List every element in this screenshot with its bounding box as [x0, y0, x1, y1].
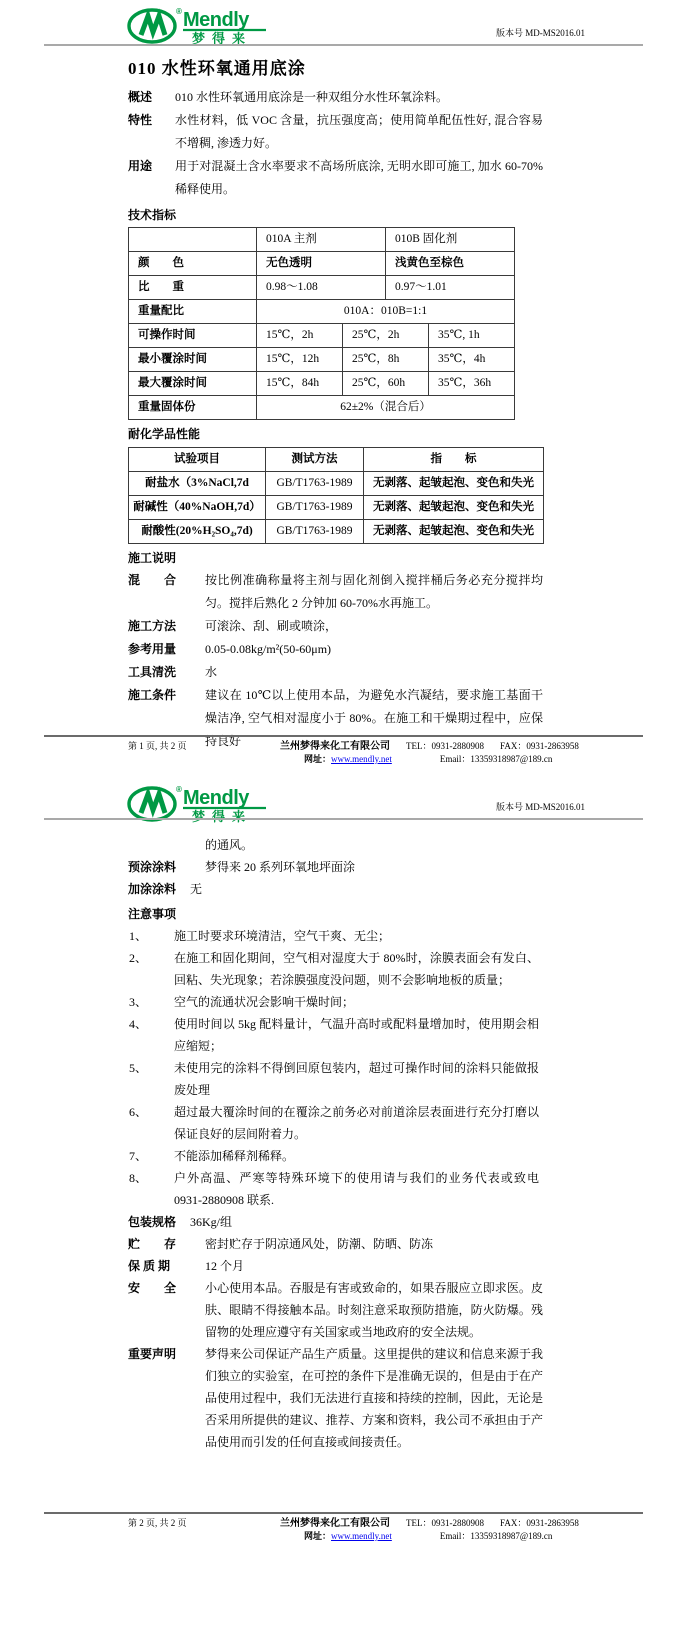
precoat-text: 梦得来 20 系列环氧地坪面涂 [205, 860, 356, 874]
topcoat-text: 无 [190, 882, 203, 896]
tel-number: TEL：0931-2880908 [406, 741, 484, 751]
storage-text: 密封贮存于阴凉通风处，防潮、防晒、防冻 [205, 1237, 434, 1251]
table-row [129, 348, 515, 372]
packing-label: 包装规格 [128, 1215, 177, 1229]
website-link[interactable]: www.mendly.net [331, 1531, 392, 1541]
shelf-life-row [128, 1255, 543, 1277]
table-row [129, 300, 515, 324]
storage-label: 贮 存 [128, 1237, 177, 1251]
chem-header-index: 指 标 [364, 448, 544, 472]
table-row [129, 276, 515, 300]
product-title: 010 水性环氧通用底涂 [128, 59, 306, 78]
fax-number: FAX：0931-2863958 [500, 1518, 579, 1528]
note-text: 不能添加稀释剂稀释。 [174, 1149, 295, 1163]
pot-life-25: 25℃，2h [343, 324, 429, 348]
mixing-text: 按比例准确称量将主剂与固化剂倒入搅拌桶后务必充分搅拌均匀。搅拌后熟化 2 分钟加 60-70%水再施工。 [205, 573, 543, 610]
website-label: 网址： [304, 1531, 332, 1541]
logo-cn-text: 梦得来 [192, 31, 253, 46]
topcoat-row [128, 878, 543, 900]
tel-number: TEL：0931-2880908 [406, 1518, 484, 1528]
shelf-life-label: 保 质 期 [128, 1259, 171, 1273]
features-text: 水性材料，低 VOC 含量，抗压强度高；使用简单配伍性好, 混合容易不增稠, 渗透力好。 [175, 113, 543, 150]
pot-life-15: 15℃，2h [257, 324, 343, 348]
conditions-label: 施工条件 [128, 688, 177, 702]
version-label: 版本号 MD-MS2016.01 [495, 28, 585, 38]
chem-index: 无剥落、起皱起泡、变色和失光 [364, 520, 544, 544]
table-row [129, 472, 544, 496]
note-number: 4、 [129, 1017, 148, 1031]
company-name: 兰州梦得来化工有限公司 [280, 741, 390, 752]
dosage-text: 0.05-0.08kg/m²(50-60μm) [205, 642, 332, 656]
note-item [128, 991, 543, 1013]
statement-row [128, 1343, 543, 1453]
page-2 [0, 762, 687, 1638]
solids-value: 62±2%（混合后） [257, 396, 515, 420]
chem-method: GB/T1763-1989 [266, 520, 364, 544]
tool-clean-row [128, 661, 543, 684]
overview-text: 010 水性环氧通用底涂是一种双组分水性环氧涂料。 [175, 90, 449, 104]
note-number: 6、 [129, 1105, 148, 1119]
conditions-text: 建议在 10℃以上使用本品，为避免水汽凝结，要求施工基面干燥洁净, 空气相对湿度小于 80%。在施工和干燥期过程中，应保持良好 [205, 688, 543, 748]
page-1 [0, 0, 687, 762]
tool-clean-label: 工具清洗 [128, 665, 177, 679]
min-recoat-15: 15℃，12h [257, 348, 343, 372]
tech-specs-title: 技术指标 [128, 208, 177, 222]
table-row [129, 228, 515, 252]
topcoat-label: 加涂涂料 [128, 882, 177, 896]
method-row [128, 615, 543, 638]
mendly-logo [126, 782, 286, 829]
gravity-label: 比 重 [129, 276, 257, 300]
page2-header [0, 762, 687, 824]
table-row [129, 520, 544, 544]
note-item [128, 1057, 543, 1101]
usage-text: 用于对混凝土含水率要求不高场所底涂, 无明水即可施工, 加水 60-70%稀释使用。 [175, 159, 543, 196]
note-number: 1、 [129, 929, 148, 943]
logo-wordmark: Mendly [183, 9, 249, 31]
color-a: 无色透明 [257, 252, 386, 276]
shelf-life-text: 12 个月 [205, 1259, 245, 1273]
email-address: Email：13359318987@189.cn [439, 754, 553, 764]
tech-specs-table [128, 227, 515, 420]
page1-header [0, 0, 687, 46]
pot-life-label: 可操作时间 [129, 324, 257, 348]
note-item [128, 925, 543, 947]
storage-row [128, 1233, 543, 1255]
statement-text: 梦得来公司保证产品生产质量。这里提供的建议和信息来源于我们独立的实验室，在可控的条件下是准确无误的，但是由于在产品使用过程中，我们无法进行直接和持续的控制，因此，无论是否采用所提供的建议、推荐、方案和资料，我公司不承担由于产品使用而引发的任何直接或间接责任。 [205, 1347, 543, 1449]
max-recoat-35: 35℃，36h [429, 372, 515, 396]
features-label: 特性 [128, 113, 153, 127]
note-item [128, 1167, 543, 1211]
note-number: 5、 [129, 1061, 148, 1075]
page-number: 第 1 页, 共 2 页 [128, 741, 187, 751]
mendly-logo-icon [126, 4, 286, 46]
features-row [128, 109, 543, 155]
logo-cn-text: 梦得来 [192, 809, 253, 824]
safety-text: 小心使用本品。吞服是有害或致命的，如果吞服应立即求医。皮肤、眼睛不得接触本品。时刻注意采取预防措施，防火防爆。残留物的处理应遵守有关国家或当地政府的安全法规。 [205, 1281, 543, 1339]
method-label: 施工方法 [128, 619, 177, 633]
registered-mark-icon: ® [176, 7, 182, 16]
mixing-row [128, 569, 543, 615]
pot-life-35: 35℃, 1h [429, 324, 515, 348]
chem-item: 耐酸性(20%H₂SO₄,7d) [129, 520, 266, 544]
header-rule [44, 818, 643, 820]
registered-mark-icon: ® [176, 785, 182, 794]
website-link[interactable]: www.mendly.net [331, 754, 392, 764]
note-number: 2、 [129, 951, 148, 965]
continuation-text: 的通风。 [205, 838, 254, 852]
note-item [128, 1101, 543, 1145]
table-row [129, 448, 544, 472]
header-rule [44, 44, 643, 46]
precoat-label: 预涂涂料 [128, 860, 177, 874]
component-a-header: 010A 主剂 [257, 228, 386, 252]
precoat-row [128, 856, 543, 878]
construction-title: 施工说明 [128, 551, 177, 565]
note-text: 户外高温、严寒等特殊环境下的使用请与我们的业务代表或致电 0931-2880908 联系. [174, 1171, 539, 1207]
ratio-value: 010A：010B=1:1 [257, 300, 515, 324]
packing-text: 36Kg/组 [190, 1215, 233, 1229]
company-name: 兰州梦得来化工有限公司 [280, 1518, 390, 1529]
method-text: 可滚涂、刮、刷或喷涂， [205, 619, 338, 633]
statement-label: 重要声明 [128, 1347, 177, 1361]
fax-number: FAX：0931-2863958 [500, 741, 579, 751]
mixing-label: 混 合 [128, 573, 177, 587]
packing-row [128, 1211, 543, 1233]
note-text: 施工时要求环境清洁，空气干爽、无尘； [174, 929, 391, 943]
note-number: 3、 [129, 995, 148, 1009]
gravity-b: 0.97～1.01 [386, 276, 515, 300]
usage-label: 用途 [128, 159, 153, 173]
table-row [129, 252, 515, 276]
chem-item: 耐盐水（3%NaCl,7d [129, 472, 266, 496]
note-item [128, 1013, 543, 1057]
min-recoat-35: 35℃，4h [429, 348, 515, 372]
continuation-row [128, 834, 543, 856]
max-recoat-25: 25℃，60h [343, 372, 429, 396]
max-recoat-label: 最大覆涂时间 [129, 372, 257, 396]
overview-row [128, 86, 543, 109]
chem-header-item: 试验项目 [129, 448, 266, 472]
page1-content [128, 57, 543, 753]
safety-label: 安 全 [128, 1281, 177, 1295]
note-text: 使用时间以 5kg 配料量计，气温升高时或配料量增加时，使用期会相应缩短； [174, 1017, 539, 1053]
ratio-label: 重量配比 [129, 300, 257, 324]
chem-resistance-table [128, 447, 544, 544]
website-item [304, 1530, 392, 1543]
overview-label: 概述 [128, 90, 153, 104]
table-row [129, 324, 515, 348]
note-text: 超过最大覆涂时间的在覆涂之前务必对前道涂层表面进行充分打磨以保证良好的层间附着力。 [174, 1105, 539, 1141]
max-recoat-15: 15℃，84h [257, 372, 343, 396]
note-text: 在施工和固化期间，空气相对湿度大于 80%时，涂膜表面会有发白、回粘、失光现象；若涂膜强度没问题，则不会影响地板的质量； [174, 951, 539, 987]
page-number: 第 2 页, 共 2 页 [128, 1518, 187, 1528]
solids-label: 重量固体份 [129, 396, 257, 420]
usage-row [128, 155, 543, 201]
chem-index: 无剥落、起皱起泡、变色和失光 [364, 496, 544, 520]
note-text: 空气的流通状况会影响干燥时间； [174, 995, 355, 1009]
page2-content [128, 834, 543, 1453]
website-label: 网址： [304, 754, 332, 764]
tool-clean-text: 水 [205, 665, 218, 679]
page2-footer [44, 1512, 643, 1543]
note-item [128, 1145, 543, 1167]
table-row [129, 372, 515, 396]
dosage-label: 参考用量 [128, 642, 177, 656]
chem-resistance-title: 耐化学品性能 [128, 427, 201, 441]
dosage-row [128, 638, 543, 661]
table-row [129, 396, 515, 420]
safety-row [128, 1277, 543, 1343]
min-recoat-25: 25℃，8h [343, 348, 429, 372]
table-row [129, 496, 544, 520]
color-b: 浅黄色至棕色 [386, 252, 515, 276]
logo-wordmark: Mendly [183, 787, 249, 809]
note-number: 7、 [129, 1149, 148, 1163]
component-b-header: 010B 固化剂 [386, 228, 515, 252]
chem-method: GB/T1763-1989 [266, 472, 364, 496]
note-number: 8、 [129, 1171, 148, 1185]
note-item [128, 947, 543, 991]
chem-index: 无剥落、起皱起泡、变色和失光 [364, 472, 544, 496]
version-label: 版本号 MD-MS2016.01 [495, 802, 585, 812]
gravity-a: 0.98～1.08 [257, 276, 386, 300]
color-label: 颜 色 [129, 252, 257, 276]
min-recoat-label: 最小覆涂时间 [129, 348, 257, 372]
notes-title: 注意事项 [128, 907, 177, 921]
email-address: Email：13359318987@189.cn [439, 1531, 553, 1541]
note-text: 未使用完的涂料不得倒回原包装内，超过可操作时间的涂料只能做报废处理 [174, 1061, 539, 1097]
chem-item: 耐碱性（40%NaOH,7d） [129, 496, 266, 520]
chem-header-method: 测试方法 [266, 448, 364, 472]
chem-method: GB/T1763-1989 [266, 496, 364, 520]
